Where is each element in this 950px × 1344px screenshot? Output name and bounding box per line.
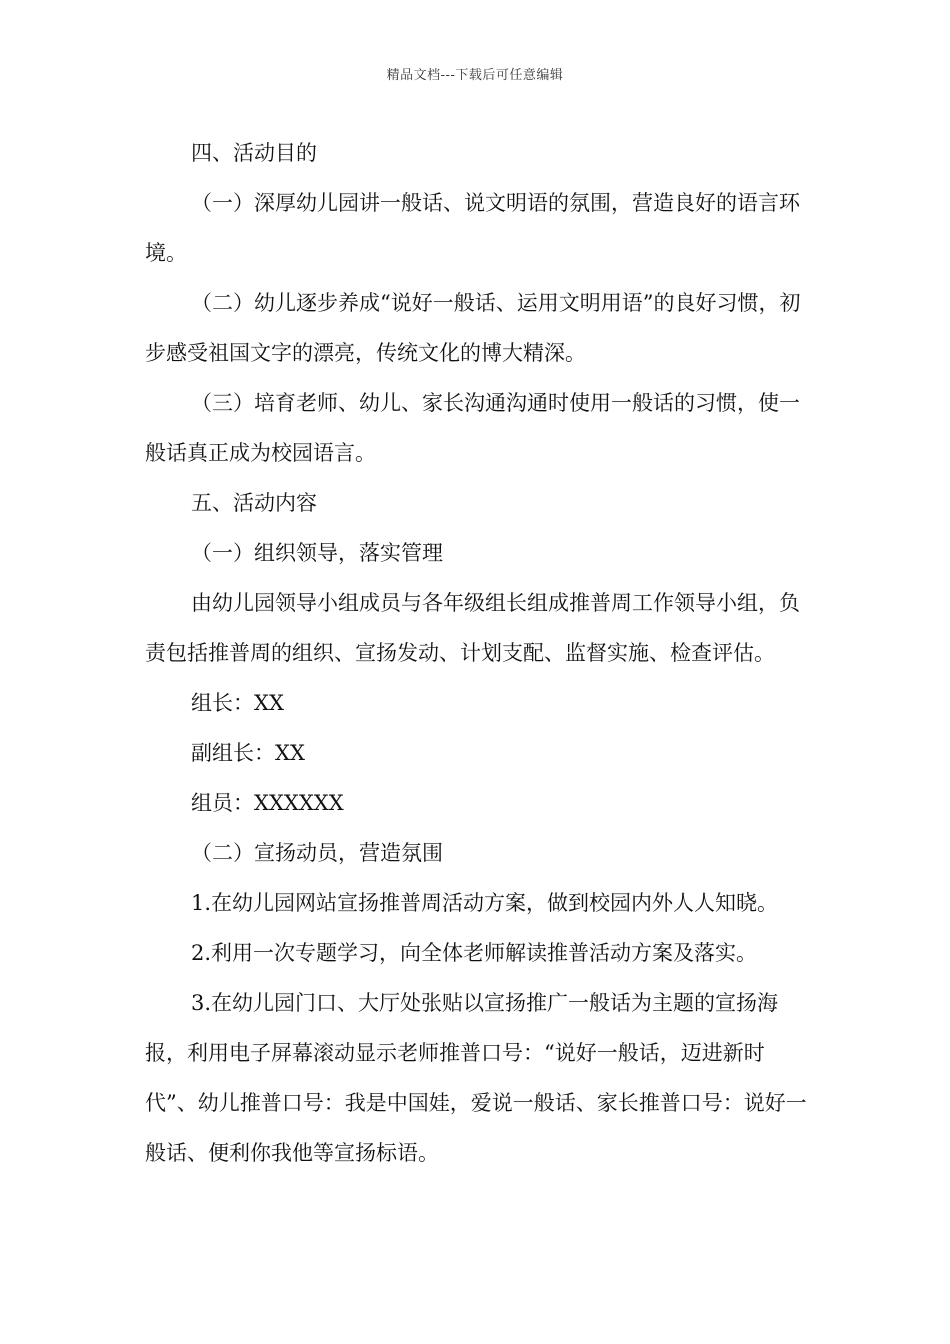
team-members-line: 组员：XXXXXX (191, 791, 344, 815)
list-item-1: 1.在幼儿园网站宣扬推普周活动方案，做到校园内外人人知晓。 (191, 891, 779, 915)
subsection-heading-organization: （一）组织领导，落实管理 (191, 541, 443, 565)
list-item-2: 2.利用一次专题学习，向全体老师解读推普活动方案及落实。 (191, 941, 758, 965)
paragraph-organization: 由幼儿园领导小组成员与各年级组长组成推普周工作领导小组，负责包括推普周的组织、宣扬发动、计划支配、监督实施、检查评估。 (145, 591, 800, 665)
team-leader-line: 组长：XX (191, 691, 284, 715)
paragraph-purpose-2: （二）幼儿逐步养成“说好一般话、运用文明用语”的良好习惯，初步感受祖国文字的漂亮，传统文化的博大精深。 (145, 291, 801, 365)
paragraph-purpose-1: （一）深厚幼儿园讲一般话、说文明语的氛围，营造良好的语言环境。 (145, 191, 800, 265)
deputy-leader-line: 副组长：XX (191, 741, 305, 765)
section-heading-purpose: 四、活动目的 (191, 141, 317, 165)
subsection-heading-publicity: （二）宣扬动员，营造氛围 (191, 841, 443, 865)
document-body (145, 128, 810, 1178)
page-header: 精品文档---下载后可任意编辑 (386, 68, 564, 83)
section-heading-content: 五、活动内容 (191, 491, 317, 515)
list-item-3: 3.在幼儿园门口、大厅处张贴以宣扬推广一般话为主题的宣扬海报，利用电子屏幕滚动显示老师推普口号：“说好一般话，迈进新时代”、幼儿推普口号：我是中国娃，爱说一般话、家长推普口号：说好一般话、便利你我他等宣扬标语。 (145, 991, 807, 1165)
paragraph-purpose-3: （三）培育老师、幼儿、家长沟通沟通时使用一般话的习惯，使一般话真正成为校园语言。 (145, 391, 800, 465)
